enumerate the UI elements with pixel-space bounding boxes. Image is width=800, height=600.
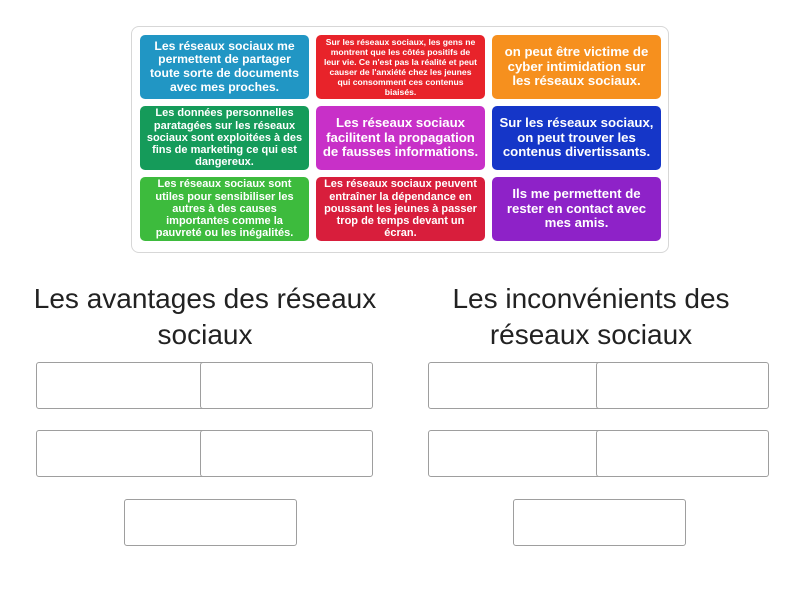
tile-6-label: Sur les réseaux sociaux, on peut trouver les contenus divertissants. — [499, 114, 654, 160]
tile-8[interactable] — [316, 177, 485, 241]
tile-3[interactable] — [492, 35, 661, 99]
drop-slot-right-1[interactable] — [428, 362, 601, 409]
drop-slot-left-4[interactable] — [200, 430, 373, 477]
drop-slot-left-5[interactable] — [124, 499, 297, 546]
tile-1[interactable] — [140, 35, 309, 99]
tile-9[interactable] — [492, 177, 661, 241]
drop-slot-right-4[interactable] — [596, 430, 769, 477]
tile-5[interactable] — [316, 106, 485, 170]
tile-7[interactable] — [140, 177, 309, 241]
tile-5-label: Les réseaux sociaux facilitent la propagation de fausses informations. — [322, 114, 479, 160]
column-title-disadvantages: Les inconvénients des réseaux sociaux — [452, 283, 730, 350]
tile-7-label: Les réseaux sociaux sont utiles pour sensibiliser les autres à des causes importantes comme la pauvreté ou les inégalités. — [155, 178, 294, 240]
tile-3-label: on peut être victime de cyber intimidation sur les réseaux sociaux. — [504, 43, 649, 89]
drop-slot-left-2[interactable] — [200, 362, 373, 409]
drop-slot-left-3[interactable] — [36, 430, 209, 477]
tile-grid — [140, 35, 662, 241]
drop-slot-right-3[interactable] — [428, 430, 601, 477]
tile-2[interactable] — [316, 35, 485, 99]
column-title-advantages: Les avantages des réseaux sociaux — [33, 283, 377, 350]
tile-8-label: Les réseaux sociaux peuvent entraîner la dépendance en poussant les jeunes à passer trop de temps devant un écran. — [324, 178, 477, 240]
tile-tray — [131, 26, 669, 253]
tile-9-label: Ils me permettent de rester en contact avec mes amis. — [506, 185, 647, 231]
drop-slot-left-1[interactable] — [36, 362, 209, 409]
tile-6[interactable] — [492, 106, 661, 170]
tile-4[interactable] — [140, 106, 309, 170]
tile-1-label: Les réseaux sociaux me permettent de partager toute sorte de documents avec mes proches. — [150, 38, 299, 94]
drop-slot-right-5[interactable] — [513, 499, 686, 546]
tile-2-label: Sur les réseaux sociaux, les gens ne montrent que les côtés positifs de leur vie. Ce n'est pas la réalité et peut causer de l'anxiété chez les jeunes qui consomment ces contenus biaisés. — [324, 36, 477, 98]
tile-4-label: Les données personnelles paratagées sur les réseaux sociaux sont exploitées à des fins de marketing ce qui est dangereux. — [146, 107, 303, 169]
drop-slot-right-2[interactable] — [596, 362, 769, 409]
